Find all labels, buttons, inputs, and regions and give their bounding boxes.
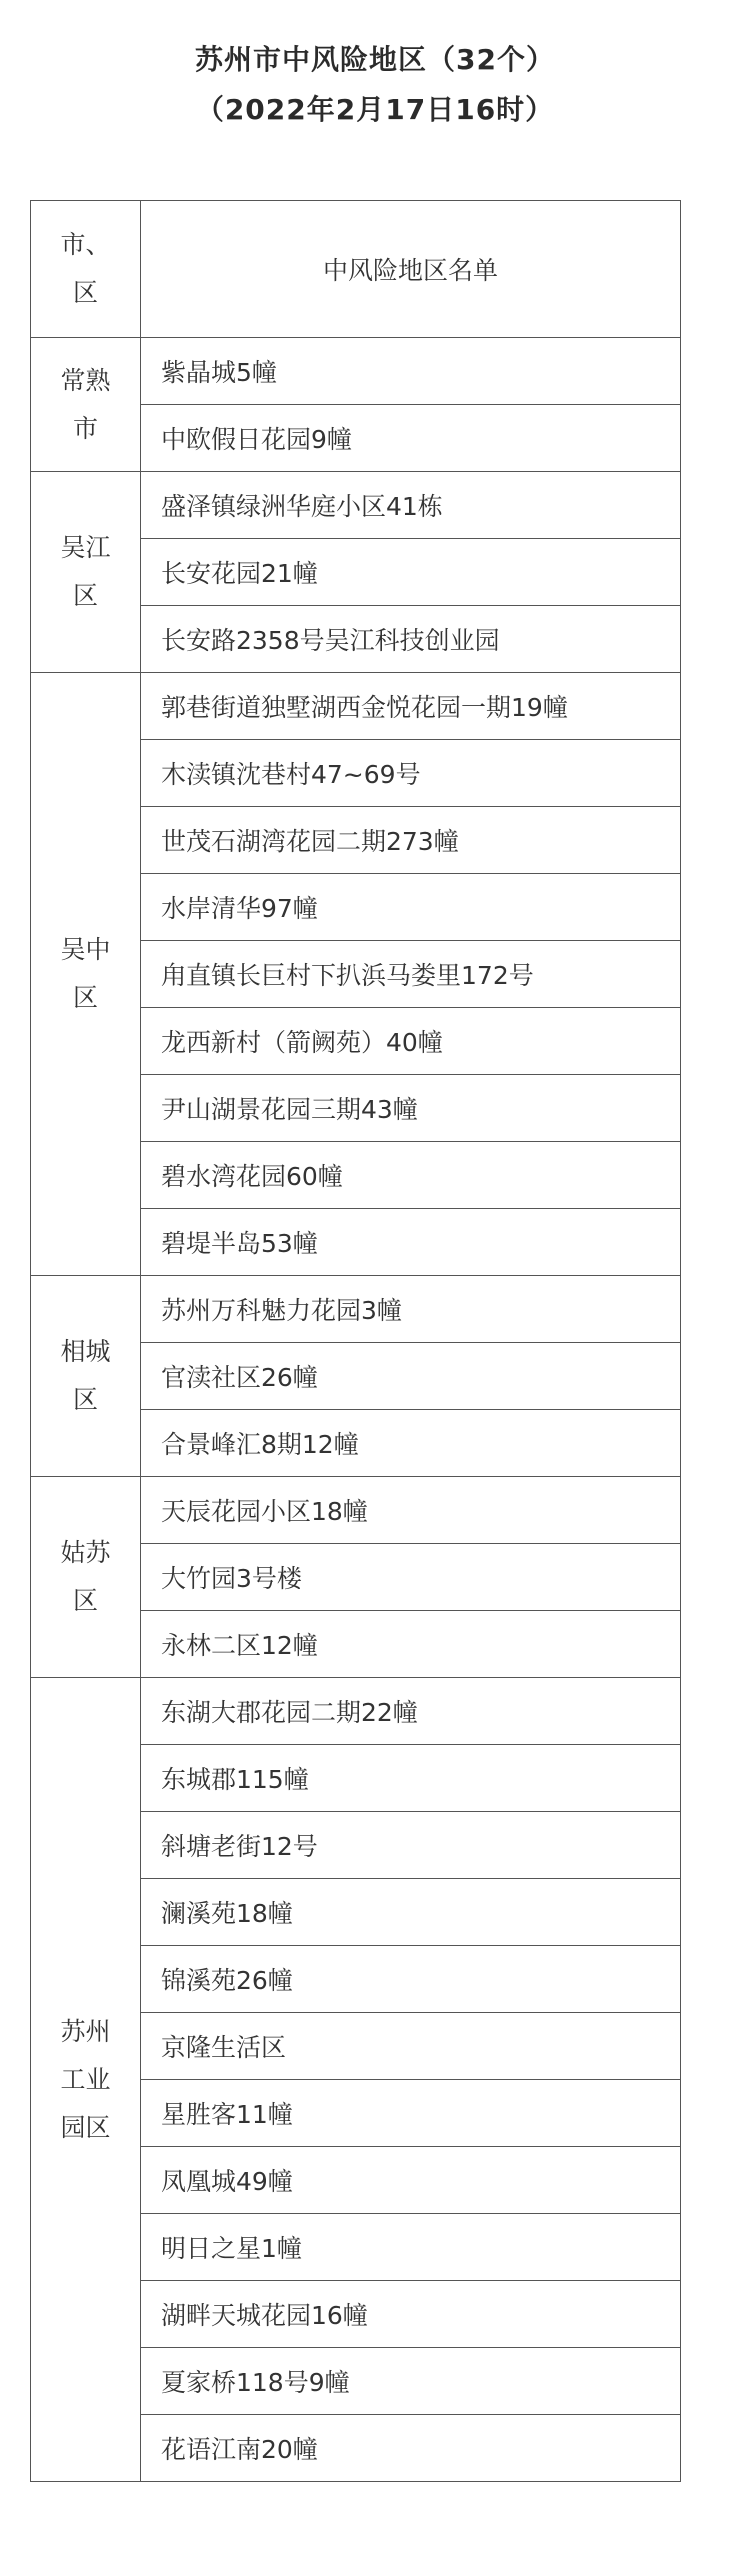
area-name: 大竹园3号楼 bbox=[141, 1544, 681, 1611]
table-row bbox=[31, 472, 681, 539]
area-name: 永林二区12幢 bbox=[141, 1611, 681, 1678]
area-name: 苏州万科魅力花园3幢 bbox=[141, 1276, 681, 1343]
area-name: 木渎镇沈巷村47~69号 bbox=[141, 740, 681, 807]
risk-area-table bbox=[30, 200, 681, 2482]
area-name: 中欧假日花园9幢 bbox=[141, 405, 681, 472]
district-name: 吴中区 bbox=[60, 935, 111, 1012]
table-row bbox=[31, 673, 681, 740]
table-row bbox=[31, 338, 681, 405]
district-name: 姑苏区 bbox=[60, 1538, 111, 1615]
area-name: 合景峰汇8期12幢 bbox=[141, 1410, 681, 1477]
area-name: 紫晶城5幢 bbox=[141, 338, 681, 405]
area-name: 东城郡115幢 bbox=[141, 1745, 681, 1812]
table-row bbox=[31, 1678, 681, 1745]
area-name: 东湖大郡花园二期22幢 bbox=[141, 1678, 681, 1745]
district-name: 相城区 bbox=[60, 1337, 111, 1414]
area-name: 花语江南20幢 bbox=[141, 2415, 681, 2482]
area-name: 盛泽镇绿洲华庭小区41栋 bbox=[141, 472, 681, 539]
district-name: 吴江区 bbox=[60, 533, 111, 610]
district-cell bbox=[31, 1276, 141, 1477]
area-name: 水岸清华97幢 bbox=[141, 874, 681, 941]
area-name: 京隆生活区 bbox=[141, 2013, 681, 2080]
area-name: 湖畔天城花园16幢 bbox=[141, 2281, 681, 2348]
area-name: 碧堤半岛53幢 bbox=[141, 1209, 681, 1276]
area-name: 凤凰城49幢 bbox=[141, 2147, 681, 2214]
area-name: 天辰花园小区18幢 bbox=[141, 1477, 681, 1544]
area-name: 碧水湾花园60幢 bbox=[141, 1142, 681, 1209]
area-name: 郭巷街道独墅湖西金悦花园一期19幢 bbox=[141, 673, 681, 740]
area-name: 长安花园21幢 bbox=[141, 539, 681, 606]
area-name: 斜塘老街12号 bbox=[141, 1812, 681, 1879]
column-header-district bbox=[31, 201, 141, 338]
district-cell bbox=[31, 1477, 141, 1678]
area-name: 夏家桥118号9幢 bbox=[141, 2348, 681, 2415]
page-subtitle: （2022年2月17日16时） bbox=[195, 93, 555, 126]
table-body bbox=[31, 338, 681, 2482]
column-header-district-label: 市、区 bbox=[60, 230, 111, 307]
area-name: 澜溪苑18幢 bbox=[141, 1879, 681, 1946]
table-row bbox=[31, 1477, 681, 1544]
area-name: 长安路2358号吴江科技创业园 bbox=[141, 606, 681, 673]
area-name: 官渎社区26幢 bbox=[141, 1343, 681, 1410]
area-name: 星胜客11幢 bbox=[141, 2080, 681, 2147]
area-name: 锦溪苑26幢 bbox=[141, 1946, 681, 2013]
district-cell bbox=[31, 338, 141, 472]
district-name: 常熟市 bbox=[60, 365, 111, 443]
district-cell bbox=[31, 472, 141, 673]
district-cell bbox=[31, 1678, 141, 2482]
area-name: 龙西新村（箭阙苑）40幢 bbox=[141, 1008, 681, 1075]
page-title: 苏州市中风险地区（32个） bbox=[195, 43, 555, 76]
district-name: 苏州工业园区 bbox=[60, 2016, 111, 2142]
column-header-area: 中风险地区名单 bbox=[141, 201, 681, 338]
district-cell bbox=[31, 673, 141, 1276]
area-name: 明日之星1幢 bbox=[141, 2214, 681, 2281]
area-name: 甪直镇长巨村下扒浜马娄里172号 bbox=[141, 941, 681, 1008]
table-row bbox=[31, 1276, 681, 1343]
area-name: 尹山湖景花园三期43幢 bbox=[141, 1075, 681, 1142]
area-name: 世茂石湖湾花园二期273幢 bbox=[141, 807, 681, 874]
table-header-row bbox=[31, 201, 681, 338]
